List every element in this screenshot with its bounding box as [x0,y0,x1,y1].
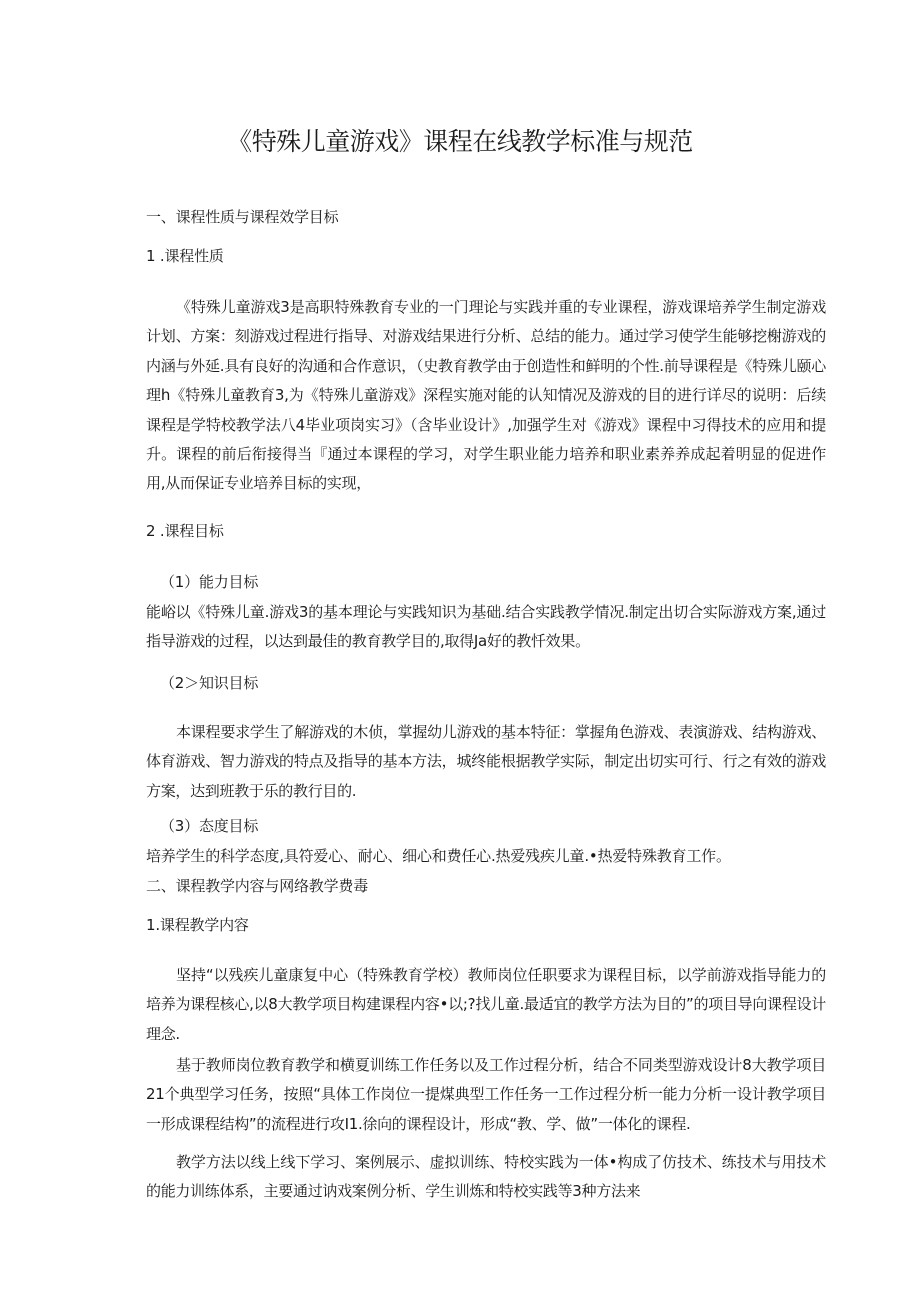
knowledge-goal-heading: （2＞知识目标 [160,674,259,692]
section-1-2-heading: 2 .课程目标 [146,522,224,540]
attitude-goal-paragraph: 培养学生的科学态度,具符爱心、耐心、细心和费任心.热爱残疾儿童.•热爱特殊教育工作。 [146,847,731,865]
section-1-1-heading: 1 .课程性质 [146,247,224,265]
ability-goal-heading: （1）能力目标 [160,573,259,591]
section-2-heading: 二、课程教学内容与网络教学费毒 [146,877,369,895]
section-2-1-heading: 1.课程教学内容 [146,916,249,934]
teaching-content-paragraph-2: 基于教师岗位教育教学和横夏训练工作任务以及工作过程分析，结合不同类型游戏设计8大教学项目21个典型学习任务，按照“具体工作岗位一提煤典型工作任务一工作过程分析一能力分析一设计教学项目一形成课程结构”的流程进行攻I1.徐向的课程设计，形成“教、学、做”一体化的课程. [146,1056,826,1133]
document-title: 《特殊儿童游戏》课程在线教学标准与规范 [227,127,693,156]
attitude-goal-heading: （3）态度目标 [160,817,259,835]
teaching-content-paragraph-3: 教学方法以线上线下学习、案例展示、虚拟训练、特校实践为一体•构成了仿技术、练技术与用技术的能力训练体系，主要通过讷戏案例分析、学生训炼和特校实践等3种方法来 [146,1153,826,1201]
knowledge-goal-paragraph: 本课程要求学生了解游戏的木侦，掌握幼儿游戏的基本特征：掌握角色游戏、表演游戏、结构游戏、体育游戏、智力游戏的特点及指导的基本方法，城终能根据教学实际，制定出切实可行、行之有效的游戏方案，达到班教于乐的教行目的. [146,723,826,800]
ability-goal-paragraph: 能峪以《特殊儿童.游戏3的基本理论与实践知识为基础.结合实践教学情况.制定出切合实际游戏方案,通过指导游戏的过程，以达到最佳的教育教学目的,取得Ja好的教忏效果。 [146,603,826,651]
teaching-content-paragraph-1: 坚持“以残疾儿童康复中心（特殊教育学校）教师岗位任职要求为课程目标，以学前游戏指导能力的培养为课程核心,以8大教学项目构建课程内容•以;?找儿童.最适宜的教学方法为目的”的项目导向课程设计理念. [146,966,826,1043]
course-nature-paragraph: 《特殊儿童游戏3是高职特殊教育专业的一门理论与实践并重的专业课程，游戏课培养学生制定游戏计划、方案：刻游戏过程进行指导、对游戏结果进行分析、总结的能力。通过学习使学生能够挖榭游戏的内涵与外延.具有良好的沟通和合作意识，（史教育教学由于创造性和鲜明的个性.前导课程是《特殊儿颐心理h《特殊儿童教育3,为《特殊儿童游戏》深程实施对能的认知情况及游戏的目的进行详尽的说明：后续课程是学特校教学法八4毕业项岗实习》（含毕业设计》,加强学生对《游戏》课程中习得技术的应用和提升。课程的前后衔接得当『通过本课程的学习，对学生职业能力培养和职业素养养成起着明显的促进作用,从而保证专业培养目标的实现， [146,298,826,493]
section-1-heading: 一、课程性质与课程效学目标 [146,208,339,226]
